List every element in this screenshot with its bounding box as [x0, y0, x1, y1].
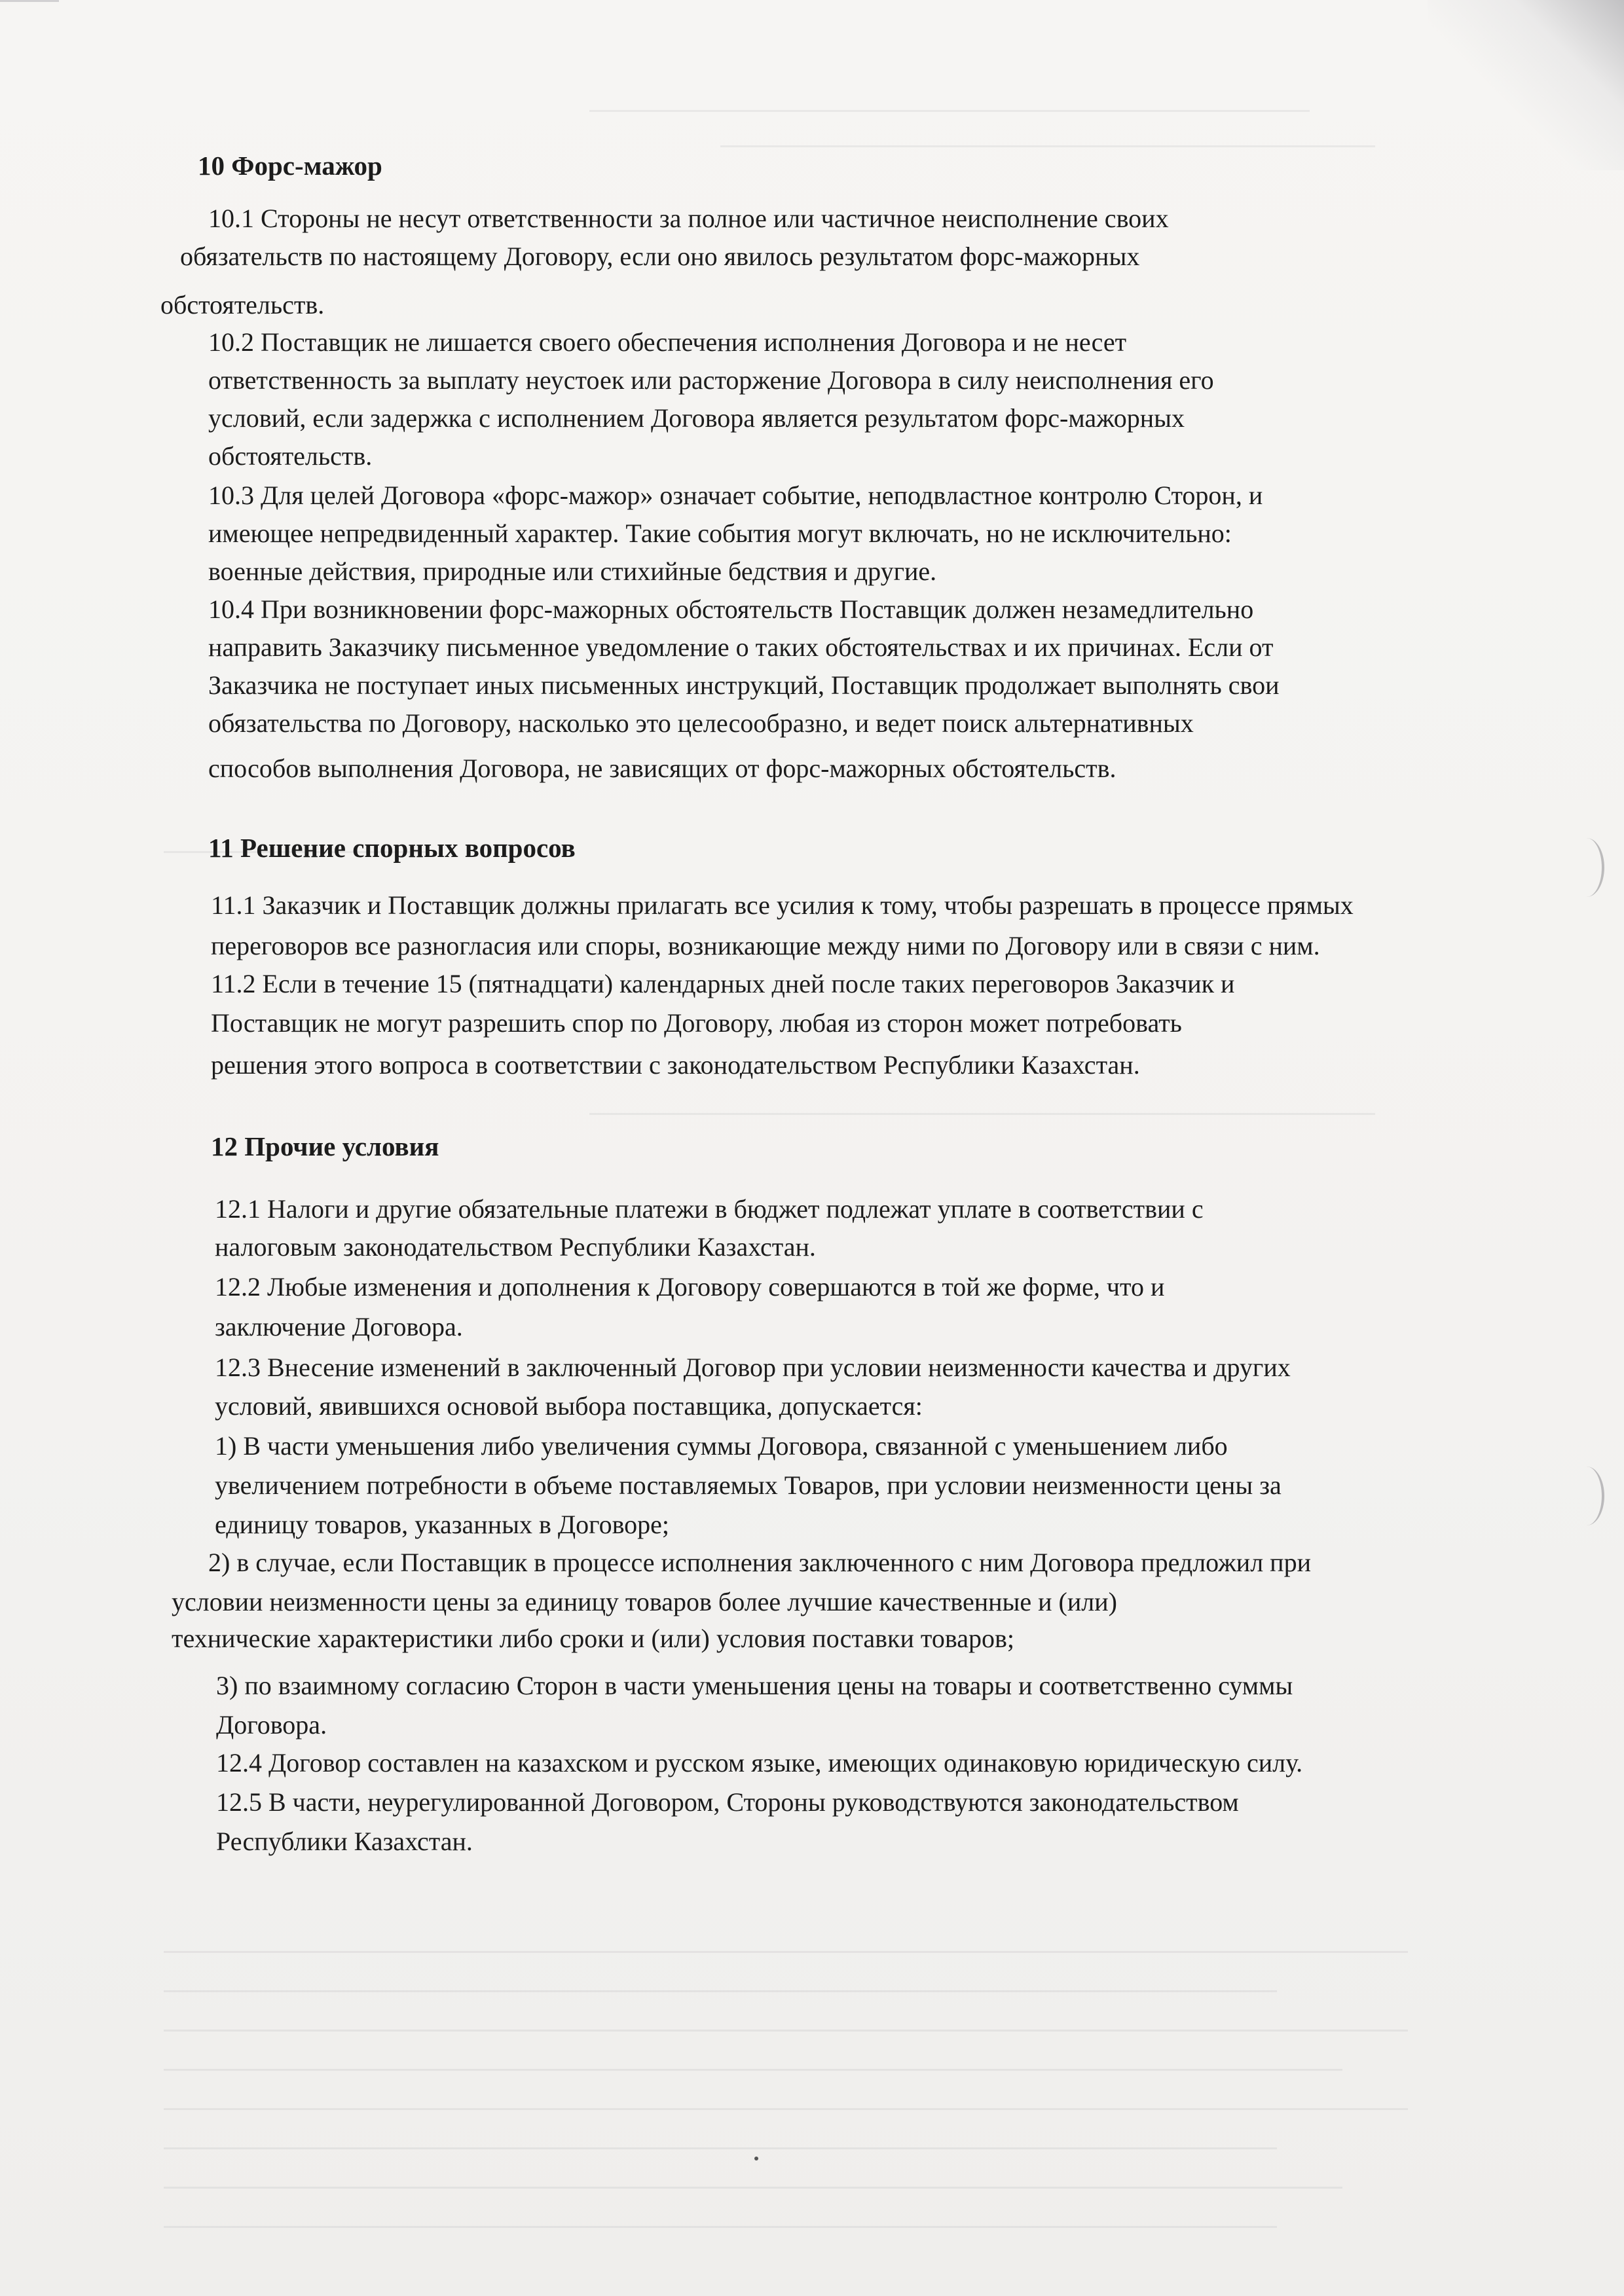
section-10-text-line: 10.3 Для целей Договора «форс-мажор» означает событие, неподвластное контролю Сторон, и	[208, 481, 1263, 510]
section-12-text-line: налоговым законодательством Республики Казахстан.	[215, 1232, 816, 1262]
bleed-through-line	[164, 1990, 1277, 1992]
bleed-through-line	[164, 2030, 1408, 2032]
section-10-text-line: Заказчика не поступает иных письменных инструкций, Поставщик продолжает выполнять свои	[208, 670, 1280, 700]
bleed-through-line	[589, 1113, 1375, 1115]
section-12-text-line: Республики Казахстан.	[216, 1827, 473, 1856]
bleed-through-line	[164, 2108, 1408, 2110]
bleed-through-line	[164, 2226, 1277, 2228]
section-10-text-line: 10.1 Стороны не несут ответственности за полное или частичное неисполнение своих	[208, 204, 1169, 233]
section-11-text-line: 11.1 Заказчик и Поставщик должны прилагать все усилия к тому, чтобы разрешать в процессе прямых	[211, 890, 1354, 920]
section-12-text-line: условий, явившихся основой выбора поставщика, допускается:	[215, 1391, 923, 1421]
section-10-text-line: военные действия, природные или стихийные бедствия и другие.	[208, 556, 937, 586]
bleed-through-line	[589, 110, 1310, 112]
section-11-heading: 11 Решение спорных вопросов	[208, 833, 576, 863]
section-10-text-line: обязательств по настоящему Договору, если оно явилось результатом форс-мажорных	[180, 242, 1140, 271]
section-12-text-line: 12.5 В части, неурегулированной Договором, Стороны руководствуются законодательством	[216, 1787, 1239, 1817]
section-11-text-line: 11.2 Если в течение 15 (пятнадцати) календарных дней после таких переговоров Заказчик и	[211, 969, 1235, 998]
section-10-text-line: имеющее непредвиденный характер. Такие события могут включать, но не исключительно:	[208, 519, 1232, 548]
section-10-text-line: условий, если задержка с исполнением Договора является результатом форс-мажорных	[208, 403, 1185, 433]
section-10-text-line: 10.4 При возникновении форс-мажорных обстоятельств Поставщик должен незамедлительно	[208, 594, 1254, 624]
section-10-text-line: ответственность за выплату неустоек или расторжение Договора в силу неисполнения его	[208, 365, 1214, 395]
bleed-through-line	[720, 145, 1375, 147]
section-11-text-line: решения этого вопроса в соответствии с законодательством Республики Казахстан.	[211, 1050, 1140, 1080]
bleed-through-line	[164, 2069, 1342, 2071]
section-12-text-line: 12.2 Любые изменения и дополнения к Договору совершаются в той же форме, что и	[215, 1272, 1165, 1302]
section-12-text-line: 12.3 Внесение изменений в заключенный Договор при условии неизменности качества и других	[215, 1353, 1291, 1382]
section-12-text-line: 12.4 Договор составлен на казахском и русском языке, имеющих одинаковую юридическую силу.	[216, 1748, 1303, 1777]
section-10-text-line: 10.2 Поставщик не лишается своего обеспечения исполнения Договора и не несет	[208, 327, 1127, 357]
section-12-text-line: единицу товаров, указанных в Договоре;	[215, 1510, 670, 1539]
paper-edge	[0, 0, 59, 81]
punch-hole-mark	[1569, 1467, 1604, 1525]
bleed-through-line	[164, 2187, 1342, 2189]
section-12-text-line: 1) В части уменьшения либо увеличения суммы Договора, связанной с уменьшением либо	[215, 1431, 1228, 1461]
page-dot-mark	[754, 2157, 758, 2160]
section-10-heading: 10 Форс-мажор	[198, 151, 382, 181]
folded-corner-shadow	[1428, 0, 1624, 170]
section-12-heading: 12 Прочие условия	[211, 1131, 439, 1161]
section-12-text-line: 12.1 Налоги и другие обязательные платежи в бюджет подлежат уплате в соответствии с	[215, 1194, 1204, 1224]
bleed-through-line	[164, 2147, 1277, 2149]
section-12-text-line: условии неизменности цены за единицу товаров более лучшие качественные и (или)	[172, 1587, 1117, 1616]
section-11-text-line: переговоров все разногласия или споры, возникающие между ними по Договору или в связи с ним.	[211, 931, 1320, 960]
section-12-text-line: 3) по взаимному согласию Сторон в части уменьшения цены на товары и соответственно суммы	[216, 1671, 1293, 1700]
section-12-text-line: увеличением потребности в объеме поставляемых Товаров, при условии неизменности цены за	[215, 1470, 1282, 1500]
section-12-text-line: заключение Договора.	[215, 1312, 463, 1341]
section-10-text-line: направить Заказчику письменное уведомление о таких обстоятельствах и их причинах. Если от	[208, 632, 1274, 662]
section-11-text-line: Поставщик не могут разрешить спор по Договору, любая из сторон может потребовать	[211, 1008, 1182, 1038]
punch-hole-mark	[1569, 838, 1604, 897]
section-10-text-line: способов выполнения Договора, не зависящих от форс-мажорных обстоятельств.	[208, 754, 1116, 783]
section-12-text-line: технические характеристики либо сроки и (или) условия поставки товаров;	[172, 1624, 1014, 1653]
section-12-text-line: 2) в случае, если Поставщик в процессе исполнения заключенного с ним Договора предложил при	[208, 1548, 1311, 1577]
section-10-text-line: обстоятельств.	[160, 290, 325, 319]
section-10-text-line: обязательства по Договору, насколько это целесообразно, и ведет поиск альтернативных	[208, 708, 1194, 738]
section-12-text-line: Договора.	[216, 1710, 327, 1740]
section-10-text-line: обстоятельств.	[208, 441, 373, 471]
bleed-through-line	[164, 1951, 1408, 1953]
